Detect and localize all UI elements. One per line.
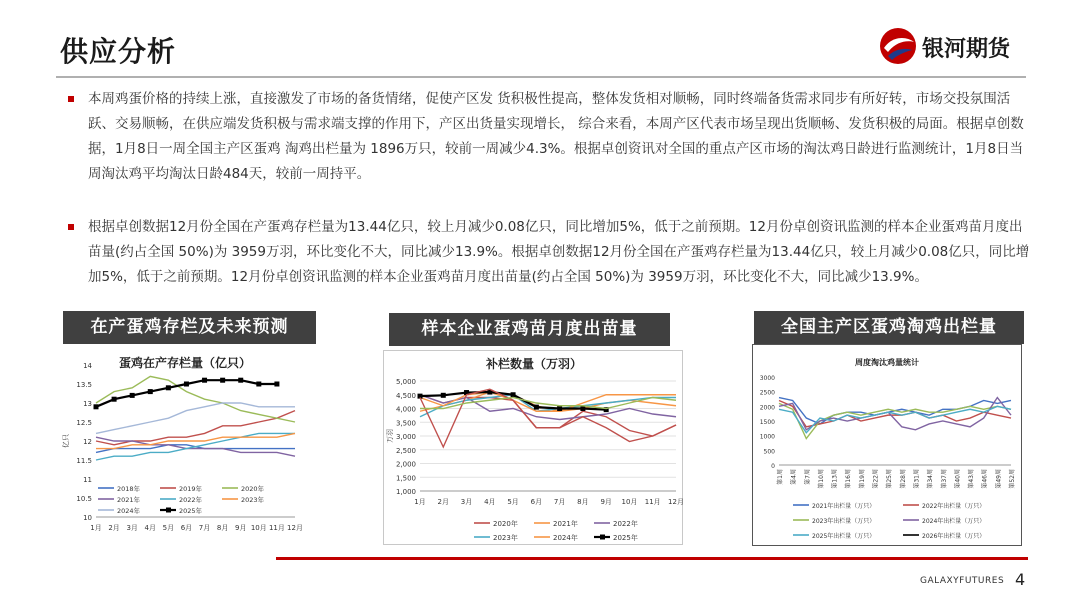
- y-tick-label: 2,500: [395, 446, 416, 455]
- legend-label: 2021年: [117, 496, 141, 504]
- x-tick-label: 第16周: [845, 469, 853, 489]
- x-tick-label: 第28周: [899, 469, 907, 489]
- data-point: [256, 382, 261, 387]
- caption-culled-hens: 全国主产区蛋鸡淘鸡出栏量: [754, 311, 1024, 344]
- data-point: [112, 397, 117, 402]
- x-tick-label: 8月: [216, 524, 229, 532]
- data-point: [148, 389, 153, 394]
- data-point: [238, 378, 243, 383]
- legend-label: 2022年: [613, 520, 638, 528]
- galaxy-futures-logo: [878, 26, 1038, 66]
- chart-title: 周度淘汰鸡量统计: [855, 358, 919, 367]
- legend-label: 2021年: [553, 520, 578, 528]
- y-tick-label: 3000: [759, 375, 775, 382]
- chart-title: 补栏数量（万羽）: [485, 357, 583, 371]
- legend-label: 2022年出栏量（万只）: [922, 503, 986, 510]
- y-tick-label: 1000: [759, 433, 775, 441]
- y-tick-label: 0: [771, 463, 775, 470]
- y-axis-label: 亿只: [62, 434, 70, 448]
- x-tick-label: 7月: [198, 524, 211, 532]
- y-tick-label: 5,000: [395, 378, 416, 386]
- x-tick-label: 12月: [287, 524, 303, 532]
- chart-title: 蛋鸡在产存栏量（亿只）: [118, 356, 252, 370]
- x-tick-label: 第10周: [817, 469, 825, 489]
- legend-label: 2021年出栏量（万只）: [812, 503, 876, 510]
- x-tick-label: 第49周: [995, 469, 1003, 489]
- chart-layer-stock: [60, 350, 310, 542]
- data-point: [166, 385, 171, 390]
- caption-layer-stock: 在产蛋鸡存栏及未来预测: [63, 311, 316, 344]
- x-tick-label: 第43周: [968, 469, 976, 489]
- x-tick-label: 第34周: [927, 469, 935, 489]
- x-tick-label: 第40周: [954, 469, 962, 489]
- bullet-icon: [68, 96, 74, 102]
- y-tick-label: 2500: [759, 389, 775, 397]
- data-point: [580, 406, 585, 411]
- x-tick-label: 第4周: [790, 469, 798, 485]
- y-tick-label: 10: [83, 514, 92, 522]
- data-point: [184, 382, 189, 387]
- data-point: [220, 378, 225, 383]
- x-tick-label: 2月: [437, 498, 450, 506]
- y-tick-label: 3,000: [395, 433, 416, 441]
- legend-label: 2025年: [613, 534, 638, 542]
- y-tick-label: 12.5: [76, 419, 92, 427]
- y-tick-label: 10.5: [76, 495, 92, 503]
- x-tick-label: 第31周: [913, 469, 921, 489]
- legend-label: 2023年: [241, 496, 265, 504]
- legend-marker: [166, 508, 171, 513]
- data-point: [202, 378, 207, 383]
- y-tick-label: 4,000: [395, 405, 416, 414]
- chart-chick-output: [383, 350, 683, 545]
- paragraph-2-text: 根据卓创数据12月份全国在产蛋鸡存栏量为13.44亿只，较上月减少0.08亿只，同比增加5%，低于之前预期。12月份卓创资讯监测的样本企业蛋鸡苗月度出苗量(约占全国 50%)为 3959万羽，环比变化不大，同比减少13.9%。根据卓创数据12月份全国在产蛋鸡存栏量为13.44亿只，较上月减少0.08亿只，同比增加5%，低于之前预期。12月份卓创资讯监测的样本企业蛋鸡苗月度出苗量(约占全国 50%)为 3959万羽，环比变化不大，同比减少13.9%。: [88, 219, 1030, 285]
- data-point: [130, 393, 135, 398]
- data-point: [534, 405, 539, 410]
- footer-brand: GALAXYFUTURES: [920, 576, 1005, 586]
- legend-label: 2020年: [493, 520, 518, 528]
- y-tick-label: 11.5: [76, 457, 92, 465]
- series-line: [96, 403, 295, 433]
- y-tick-label: 2000: [759, 404, 775, 412]
- galaxy-logo-icon: [878, 26, 918, 66]
- y-tick-label: 13.5: [76, 381, 92, 389]
- y-tick-label: 1500: [759, 419, 775, 426]
- chart-layer-stock-svg: [60, 350, 310, 542]
- x-tick-label: 9月: [234, 524, 247, 532]
- legend-label: 2024年出栏量（万只）: [922, 518, 986, 525]
- y-tick-label: 13: [83, 400, 92, 408]
- x-tick-label: 4月: [144, 524, 157, 532]
- x-tick-label: 3月: [460, 498, 473, 506]
- x-tick-label: 2月: [108, 524, 120, 532]
- page-number: 4: [1015, 570, 1026, 589]
- paragraph-1: [88, 87, 1033, 187]
- bullet-icon: [68, 224, 74, 230]
- legend-label: 2024年: [553, 534, 578, 542]
- chart-chick-output-svg: [384, 351, 682, 544]
- y-tick-label: 14: [83, 362, 92, 370]
- data-point: [441, 393, 446, 398]
- x-tick-label: 10月: [250, 524, 267, 532]
- legend-label: 2022年: [179, 496, 203, 504]
- x-tick-label: 8月: [577, 498, 589, 506]
- legend-label: 2019年: [179, 485, 203, 493]
- legend-label: 2025年出栏量（万只）: [812, 533, 876, 540]
- legend-marker: [600, 535, 605, 540]
- paragraph-2: [88, 215, 1033, 290]
- paragraph-1-text: 本周鸡蛋价格的持续上涨，直接激发了市场的备货情绪，促使产区发 货积极性提高，整体发货相对顺畅，同时终端备货需求同步有所好转，市场交投氛围活跃、交易顺畅，在供应端发货积极与需求端支撑的作用下，产区出货量实现增长， 综合来看，本周产区代表市场呈现出货顺畅、发货积极的局面。根据卓创数据，1月8日一周全国主产区蛋鸡 淘鸡出栏量为 1896万只，较前一周减少4.3%。根据卓创资讯对全国的重点产区市场的淘汰鸡日龄进行监测统计，1月8日当周淘汰鸡平均淘汰日龄484天，较前一周持平。: [88, 91, 1024, 182]
- x-tick-label: 1月: [90, 524, 102, 532]
- x-tick-label: 第22周: [872, 469, 880, 489]
- x-tick-label: 10月: [621, 498, 638, 506]
- x-tick-label: 第1周: [777, 469, 784, 485]
- y-tick-label: 12: [83, 438, 92, 446]
- footer-rule: [276, 557, 1028, 560]
- x-tick-label: 5月: [162, 524, 175, 532]
- chart-culled-hens: [752, 344, 1022, 546]
- legend-label: 2025年: [179, 507, 203, 515]
- y-tick-label: 4,500: [395, 391, 416, 400]
- legend-label: 2018年: [117, 485, 141, 493]
- x-tick-label: 9月: [600, 498, 612, 506]
- y-axis-label: 万羽: [386, 429, 394, 443]
- y-tick-label: 1,500: [395, 474, 416, 483]
- caption-chick-output: 样本企业蛋鸡苗月度出苗量: [389, 313, 670, 346]
- logo-text: 银河期货: [922, 37, 1011, 62]
- x-tick-label: 12月: [668, 498, 684, 506]
- x-tick-label: 第19周: [858, 469, 866, 489]
- y-tick-label: 1,000: [395, 488, 416, 496]
- x-tick-label: 3月: [126, 524, 138, 532]
- y-tick-label: 3,500: [395, 419, 416, 428]
- x-tick-label: 第25周: [886, 469, 894, 489]
- x-tick-label: 11月: [268, 524, 285, 532]
- header-divider: [56, 76, 1026, 78]
- x-tick-label: 1月: [414, 498, 426, 506]
- data-point: [274, 382, 279, 387]
- x-tick-label: 5月: [507, 498, 519, 506]
- chart-culled-hens-svg: [753, 345, 1021, 545]
- legend-label: 2026年出栏量（万只）: [922, 533, 986, 540]
- x-tick-label: 第13周: [831, 469, 839, 489]
- x-tick-label: 11月: [644, 498, 661, 506]
- legend-label: 2020年: [241, 485, 265, 493]
- data-point: [94, 404, 99, 409]
- page-title: 供应分析: [60, 35, 177, 68]
- x-tick-label: 第7周: [804, 469, 812, 485]
- data-point: [557, 406, 562, 411]
- legend-label: 2024年: [117, 507, 141, 515]
- data-point: [511, 392, 516, 397]
- x-tick-label: 7月: [553, 498, 566, 506]
- x-tick-label: 6月: [180, 524, 193, 532]
- legend-label: 2023年: [493, 534, 518, 542]
- y-tick-label: 500: [763, 448, 775, 456]
- legend-label: 2023年出栏量（万只）: [812, 518, 876, 525]
- x-tick-label: 第52周: [1009, 469, 1016, 489]
- x-tick-label: 4月: [484, 498, 496, 506]
- y-tick-label: 11: [83, 476, 92, 484]
- y-tick-label: 2,000: [395, 460, 416, 469]
- x-tick-label: 第37周: [940, 469, 948, 489]
- x-tick-label: 第46周: [981, 469, 989, 489]
- x-tick-label: 6月: [530, 498, 543, 506]
